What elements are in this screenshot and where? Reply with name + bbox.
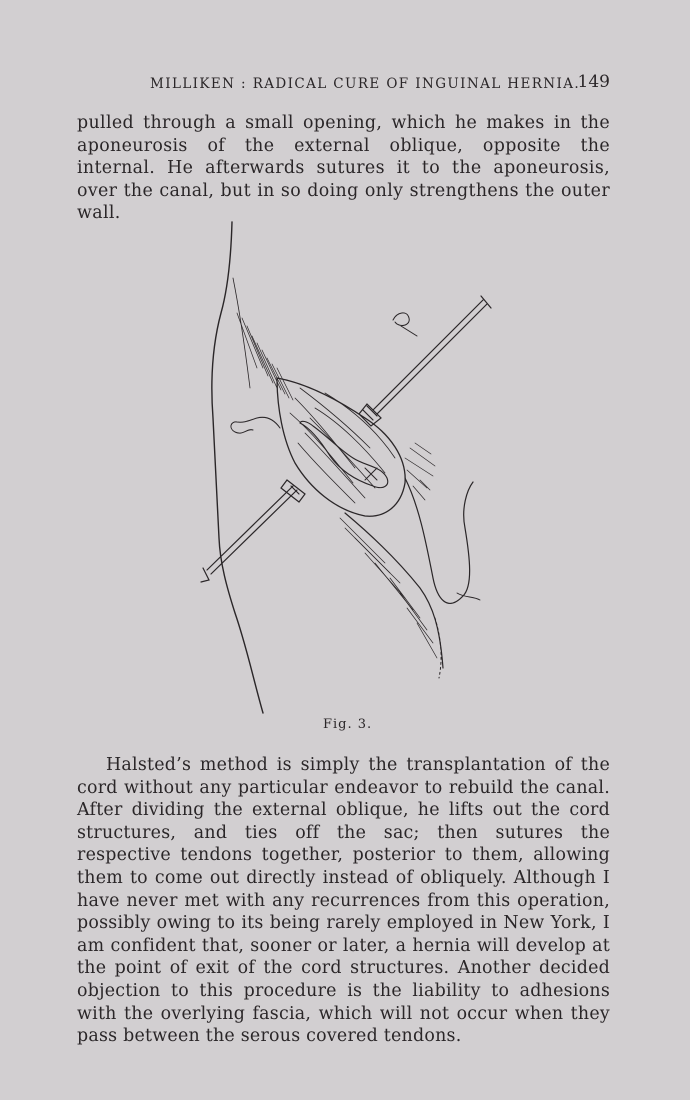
body-contour-line: [405, 478, 473, 603]
figure-caption: Fig. 3.: [323, 717, 373, 732]
skin-hatching: [237, 313, 293, 400]
skin-hatching: [340, 443, 437, 658]
body-contour-line: [435, 618, 441, 678]
page-number: 149: [577, 72, 610, 92]
body-contour-line: [212, 222, 263, 713]
running-header: [150, 72, 610, 96]
suture-x: [365, 468, 377, 480]
surgical-illustration: [195, 218, 495, 738]
body-contour-line: [233, 278, 250, 388]
clamp-mark: [393, 313, 417, 336]
ligature-thread: [231, 417, 280, 433]
running-title: MILLIKEN : RADICAL CURE OF INGUINAL HERNIA.: [150, 76, 581, 92]
intro-paragraph: pulled through a small opening, which he makes in the aponeurosis of the external oblique, opposite the internal. He afterwards sutures it to the aponeurosis, over the canal, but in so doing only strengthens the outer wall.: [77, 113, 610, 224]
halsted-paragraph: Halsted’s method is simply the transplantation of the cord without any particular endeavor to rebuild the canal. After dividing the external oblique, he lifts out the cord structures, and ties off the sac; then sutures the respective tendons together, posterior to them, allowing them to come out directly instead of obliquely. Although I have never met with any recurrences from this operation, possibly owing to its being rarely employed in New York, I am confident that, sooner or later, a hernia will develop at the point of exit of the cord structures. Another decided objection to this procedure is the liability to adhesions with the overlying fascia, which will not occur when they pass between the serous covered tendons.: [77, 755, 610, 1047]
exposed-tissue: [290, 388, 395, 503]
upper-retractor: [359, 296, 491, 426]
body-contour-line: [345, 513, 443, 668]
